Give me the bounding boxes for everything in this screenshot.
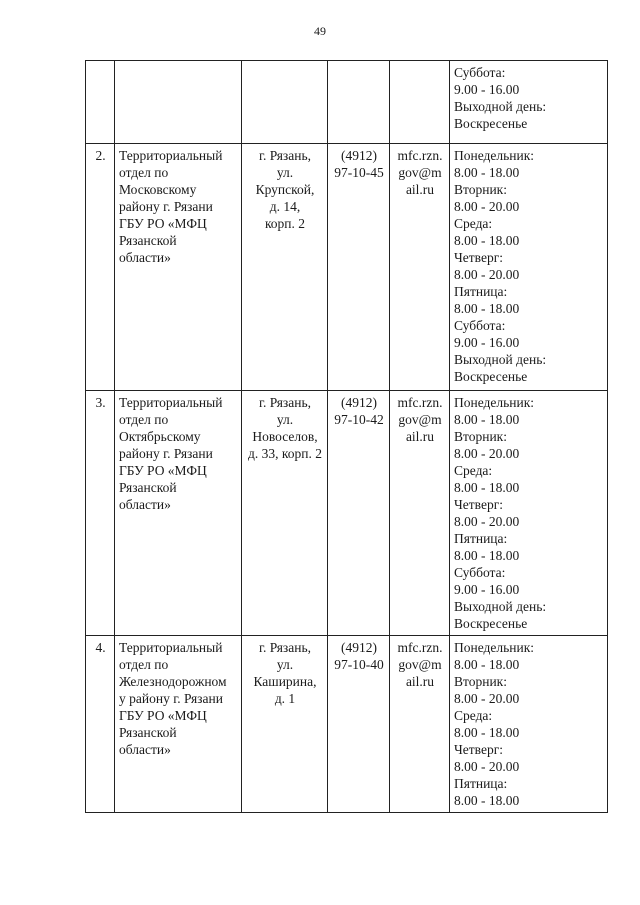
- name-line: у району г. Рязани: [119, 691, 223, 706]
- hours-line: 8.00 - 20.00: [454, 514, 520, 529]
- hours-line: Вторник:: [454, 674, 507, 689]
- hours-line: Среда:: [454, 463, 493, 478]
- address-line: Каширина,: [253, 674, 317, 689]
- email-line: gov@m: [398, 657, 442, 672]
- hours-line: Среда:: [454, 216, 493, 231]
- phone-line: 97-10-45: [334, 165, 384, 180]
- number-cell: [86, 61, 115, 144]
- table-row: [86, 144, 608, 391]
- hours-line: Четверг:: [454, 742, 503, 757]
- table-row: [86, 391, 608, 636]
- name-cell: [115, 61, 242, 144]
- email-line: ail.ru: [405, 182, 435, 197]
- address-cell: [242, 391, 328, 636]
- hours-line: Суббота:: [454, 65, 506, 80]
- phone-cell: [328, 636, 390, 813]
- hours-line: 8.00 - 18.00: [454, 793, 520, 808]
- name-line: Территориальный: [119, 395, 223, 410]
- name-line: Московскому: [119, 182, 197, 197]
- hours-line: Выходной день:: [454, 99, 547, 114]
- name-cell: [115, 391, 242, 636]
- name-line: Территориальный: [119, 148, 223, 163]
- email-cell: [390, 636, 450, 813]
- address-cell: [242, 144, 328, 391]
- hours-line: 8.00 - 18.00: [454, 725, 520, 740]
- mfc-offices-table: [85, 60, 608, 813]
- name-line: Железнодорожном: [119, 674, 227, 689]
- hours-line: Понедельник:: [454, 395, 535, 410]
- name-cell: [115, 636, 242, 813]
- name-line: Территориальный: [119, 640, 223, 655]
- phone-line: 97-10-40: [334, 657, 384, 672]
- address-line: Новоселов,: [252, 429, 318, 444]
- address-line: д. 33, корп. 2: [248, 446, 322, 461]
- hours-line: Понедельник:: [454, 640, 535, 655]
- address-line: корп. 2: [264, 216, 306, 231]
- table-row-continuation: [86, 61, 608, 144]
- hours-line: 8.00 - 18.00: [454, 657, 520, 672]
- hours-line: Среда:: [454, 708, 493, 723]
- hours-line: Пятница:: [454, 284, 508, 299]
- address-line: г. Рязань,: [258, 640, 312, 655]
- hours-line: 9.00 - 16.00: [454, 82, 520, 97]
- name-line: Рязанской: [119, 480, 177, 495]
- number-cell: 3.: [86, 391, 115, 636]
- hours-line: 8.00 - 18.00: [454, 480, 520, 495]
- phone-line: (4912): [341, 395, 377, 410]
- table-row: [86, 636, 608, 813]
- name-line: отдел по: [119, 412, 169, 427]
- email-line: mfc.rzn.: [397, 640, 443, 655]
- email-line: gov@m: [398, 165, 442, 180]
- phone-cell: [328, 144, 390, 391]
- hours-cell: [450, 391, 608, 636]
- hours-line: Пятница:: [454, 531, 508, 546]
- page-number: 49: [314, 24, 326, 38]
- name-cell: [115, 144, 242, 391]
- phone-line: (4912): [341, 148, 377, 163]
- hours-line: Четверг:: [454, 250, 503, 265]
- hours-line: 9.00 - 16.00: [454, 335, 520, 350]
- name-line: отдел по: [119, 165, 169, 180]
- hours-line: Выходной день:: [454, 599, 547, 614]
- number-cell: 2.: [86, 144, 115, 391]
- hours-line: 8.00 - 18.00: [454, 548, 520, 563]
- hours-line: 9.00 - 16.00: [454, 582, 520, 597]
- name-line: ГБУ РО «МФЦ: [119, 216, 207, 231]
- address-line: г. Рязань,: [258, 148, 312, 163]
- phone-cell: [328, 391, 390, 636]
- address-line: ул.: [276, 412, 294, 427]
- hours-cell: [450, 636, 608, 813]
- name-line: ГБУ РО «МФЦ: [119, 708, 207, 723]
- address-line: Крупской,: [255, 182, 315, 197]
- address-line: д. 14,: [269, 199, 301, 214]
- hours-line: 8.00 - 18.00: [454, 301, 520, 316]
- email-line: ail.ru: [405, 429, 435, 444]
- address-line: ул.: [276, 165, 294, 180]
- hours-cell: [450, 144, 608, 391]
- name-line: отдел по: [119, 657, 169, 672]
- hours-line: Воскресенье: [454, 116, 528, 131]
- name-line: Рязанской: [119, 725, 177, 740]
- email-cell: [390, 391, 450, 636]
- phone-line: 97-10-42: [334, 412, 384, 427]
- hours-line: Понедельник:: [454, 148, 535, 163]
- address-line: г. Рязань,: [258, 395, 312, 410]
- hours-line: Четверг:: [454, 497, 503, 512]
- email-line: gov@m: [398, 412, 442, 427]
- phone-line: (4912): [341, 640, 377, 655]
- email-line: mfc.rzn.: [397, 148, 443, 163]
- hours-line: Вторник:: [454, 429, 507, 444]
- hours-line: Воскресенье: [454, 369, 528, 384]
- name-line: Рязанской: [119, 233, 177, 248]
- hours-line: 8.00 - 18.00: [454, 412, 520, 427]
- name-line: району г. Рязани: [119, 199, 213, 214]
- name-line: Октябрьскому: [119, 429, 201, 444]
- hours-line: Выходной день:: [454, 352, 547, 367]
- hours-line: Вторник:: [454, 182, 507, 197]
- name-line: области»: [119, 742, 171, 757]
- hours-line: Пятница:: [454, 776, 508, 791]
- name-line: району г. Рязани: [119, 446, 213, 461]
- address-line: д. 1: [274, 691, 296, 706]
- name-line: ГБУ РО «МФЦ: [119, 463, 207, 478]
- address-line: ул.: [276, 657, 294, 672]
- email-cell: [390, 144, 450, 391]
- email-line: ail.ru: [405, 674, 435, 689]
- address-cell: [242, 61, 328, 144]
- name-line: области»: [119, 250, 171, 265]
- hours-line: 8.00 - 20.00: [454, 267, 520, 282]
- hours-line: 8.00 - 20.00: [454, 199, 520, 214]
- email-cell: [390, 61, 450, 144]
- hours-line: Суббота:: [454, 565, 506, 580]
- address-cell: [242, 636, 328, 813]
- hours-line: 8.00 - 18.00: [454, 165, 520, 180]
- hours-cell: [450, 61, 608, 144]
- hours-line: 8.00 - 20.00: [454, 691, 520, 706]
- name-line: области»: [119, 497, 171, 512]
- hours-line: 8.00 - 20.00: [454, 446, 520, 461]
- number-cell: 4.: [86, 636, 115, 813]
- phone-cell: [328, 61, 390, 144]
- hours-line: 8.00 - 18.00: [454, 233, 520, 248]
- hours-line: Воскресенье: [454, 616, 528, 631]
- hours-line: Суббота:: [454, 318, 506, 333]
- hours-line: 8.00 - 20.00: [454, 759, 520, 774]
- email-line: mfc.rzn.: [397, 395, 443, 410]
